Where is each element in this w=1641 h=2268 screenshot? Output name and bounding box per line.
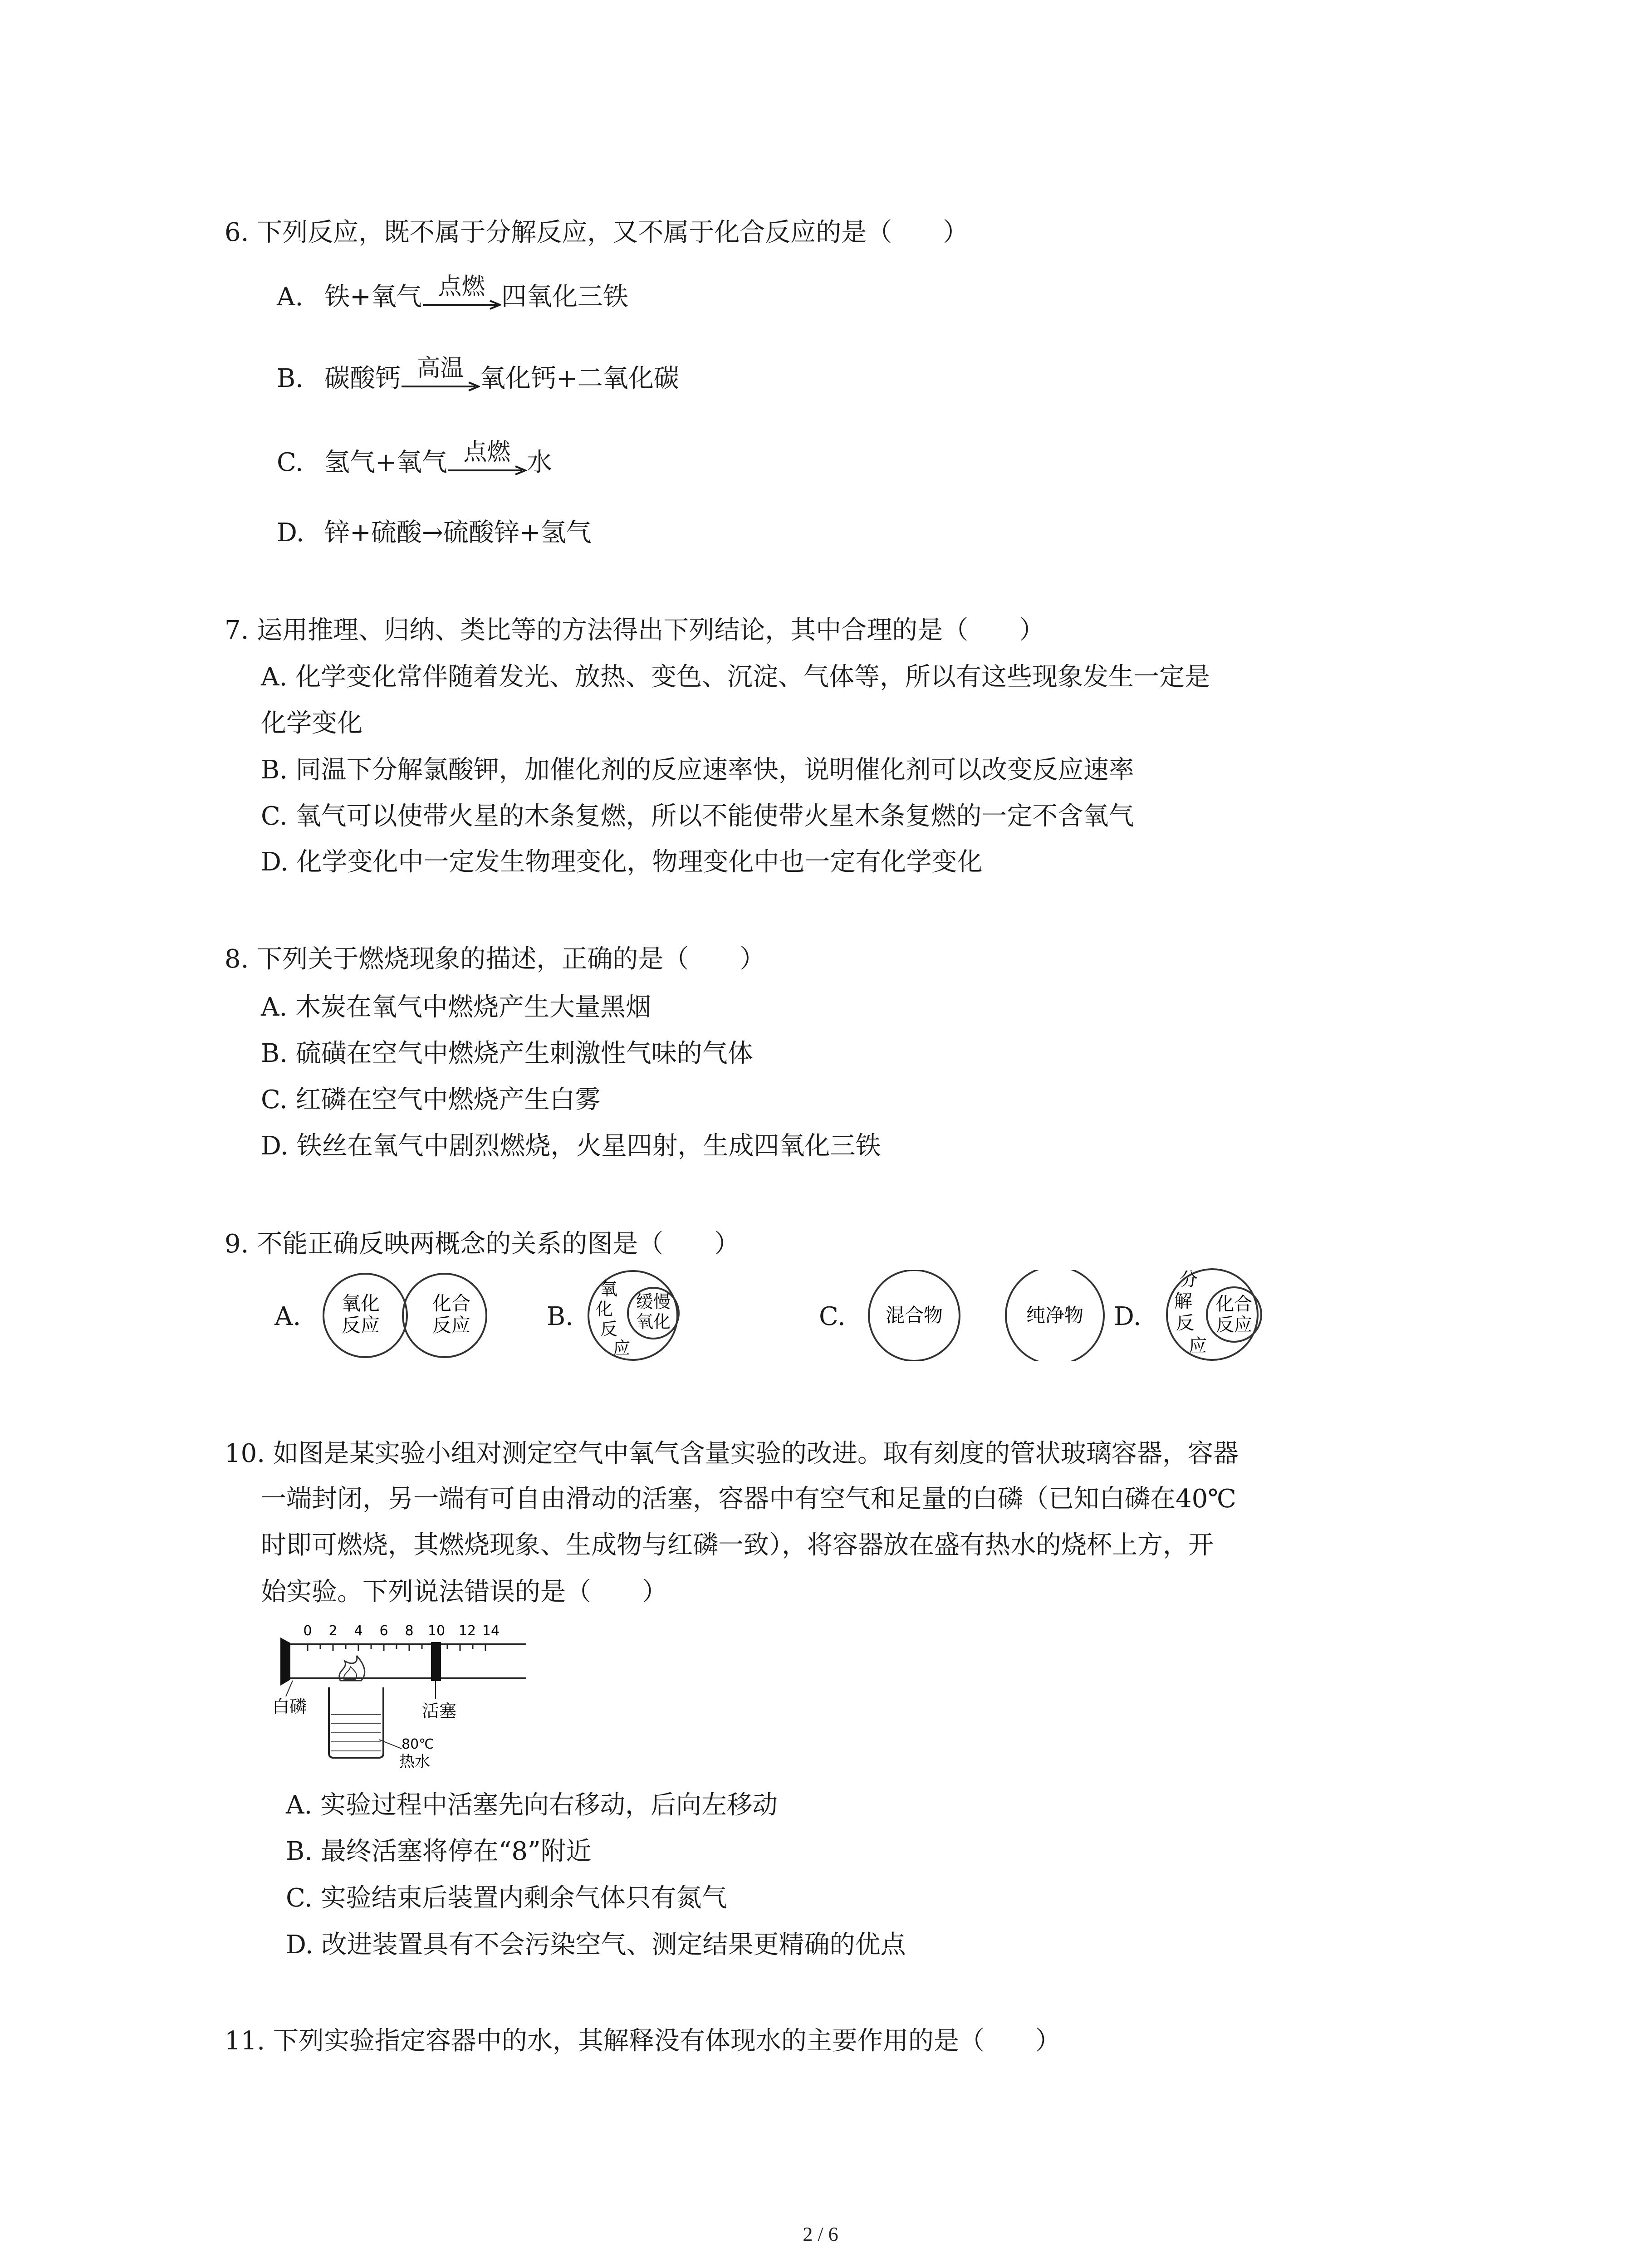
q9-label-b[interactable]: B. bbox=[547, 1302, 573, 1331]
diag-c-left: 混合物 bbox=[885, 1304, 943, 1326]
scale-2: 2 bbox=[328, 1623, 338, 1639]
reaction-condition: 高温 bbox=[416, 355, 464, 382]
option-label: A. bbox=[277, 282, 304, 312]
diag-d-outer-3: 反 bbox=[1176, 1313, 1194, 1334]
option-label: D. bbox=[277, 518, 304, 547]
q8-option-d[interactable]: D. 铁丝在氧气中剧烈燃烧，火星四射，生成四氧化三铁 bbox=[261, 1131, 881, 1161]
q10-stem-line-1: 10. 如图是某实验小组对测定空气中氧气含量实验的改进。取有刻度的管状玻璃容器，容器 bbox=[225, 1439, 1239, 1468]
q9-label-a[interactable]: A. bbox=[274, 1302, 301, 1331]
scale-10: 10 bbox=[427, 1623, 446, 1639]
q10-option-c[interactable]: C. 实验结束后装置内剩余气体只有氮气 bbox=[286, 1883, 727, 1913]
reaction-condition: 点燃 bbox=[463, 439, 511, 466]
diag-a-right-2: 反应 bbox=[432, 1314, 471, 1336]
scale-4: 4 bbox=[354, 1623, 363, 1639]
q6-option-b[interactable] bbox=[277, 355, 679, 395]
q8-option-c[interactable]: C. 红磷在空气中燃烧产生白雾 bbox=[261, 1085, 601, 1114]
reaction-arrow bbox=[401, 355, 480, 395]
q6-option-a[interactable] bbox=[277, 273, 628, 313]
diag-c-right: 纯净物 bbox=[1026, 1304, 1084, 1326]
diag-d-outer-1: 分 bbox=[1180, 1269, 1198, 1290]
diag-d-outer-2: 解 bbox=[1174, 1291, 1192, 1312]
scale-6: 6 bbox=[379, 1623, 388, 1639]
q7-stem: 7. 运用推理、归纳、类比等的方法得出下列结论，其中合理的是（ ） bbox=[225, 616, 1045, 645]
page-number: 2 / 6 bbox=[803, 2223, 838, 2245]
diag-a-left-2: 反应 bbox=[341, 1314, 380, 1336]
option-label: B. bbox=[277, 364, 304, 393]
q7-option-d[interactable]: D. 化学变化中一定发生物理变化，物理变化中也一定有化学变化 bbox=[261, 847, 983, 877]
reaction-arrow bbox=[422, 273, 501, 313]
q7-option-a[interactable]: A. 化学变化常伴随着发光、放热、变色、沉淀、气体等，所以有这些现象发生一定是 bbox=[261, 662, 1210, 692]
label-temperature: 80℃ bbox=[402, 1736, 434, 1752]
q8-option-a[interactable]: A. 木炭在氧气中燃烧产生大量黑烟 bbox=[261, 992, 652, 1022]
reactants: 铁+氧气 bbox=[324, 282, 422, 312]
diag-b-outer-2: 化 bbox=[595, 1299, 613, 1319]
reactants: 碳酸钙 bbox=[324, 364, 401, 393]
q6-stem: 6. 下列反应，既不属于分解反应，又不属于化合反应的是（ ） bbox=[225, 218, 969, 247]
products: 水 bbox=[526, 448, 552, 477]
q8-stem: 8. 下列关于燃烧现象的描述，正确的是（ ） bbox=[225, 944, 765, 974]
scale-0: 0 bbox=[303, 1623, 312, 1639]
diag-a-left-1: 氧化 bbox=[341, 1292, 380, 1315]
q9-label-d[interactable]: D. bbox=[1114, 1302, 1141, 1331]
q6-option-c[interactable] bbox=[277, 439, 552, 479]
option-label: C. bbox=[277, 448, 304, 477]
q7-option-c[interactable]: C. 氧气可以使带火星的木条复燃，所以不能使带火星木条复燃的一定不含氧气 bbox=[261, 802, 1134, 831]
venn-diagram-c bbox=[864, 1270, 1109, 1361]
scale-8: 8 bbox=[405, 1623, 414, 1639]
label-hot-water: 热水 bbox=[399, 1753, 430, 1771]
products: 四氧化三铁 bbox=[501, 282, 628, 312]
reactants: 氢气+氧气 bbox=[324, 448, 447, 477]
q9-stem: 9. 不能正确反映两概念的关系的图是（ ） bbox=[225, 1229, 740, 1259]
diag-a-right-1: 化合 bbox=[432, 1292, 471, 1315]
scale-12: 12 bbox=[458, 1623, 476, 1639]
q7-option-b[interactable]: B. 同温下分解氯酸钾，加催化剂的反应速率快，说明催化剂可以改变反应速率 bbox=[261, 755, 1134, 785]
diag-b-outer-1: 氧 bbox=[600, 1279, 618, 1299]
q10-stem-line-3: 时即可燃烧，其燃烧现象、生成物与红磷一致），将容器放在盛有热水的烧杯上方，开 bbox=[261, 1530, 1214, 1560]
label-white-phosphorus: 白磷 bbox=[272, 1696, 307, 1716]
diag-b-outer-3: 反 bbox=[600, 1319, 618, 1339]
q9-label-c[interactable]: C. bbox=[819, 1302, 846, 1331]
apparatus-diagram bbox=[272, 1619, 544, 1783]
q10-option-d[interactable]: D. 改进装置具有不会污染空气、测定结果更精确的优点 bbox=[286, 1930, 906, 1960]
option-text: 锌+硫酸→硫酸锌+氢气 bbox=[324, 518, 592, 547]
q10-option-b[interactable]: B. 最终活塞将停在“8”附近 bbox=[286, 1837, 592, 1866]
products: 氧化钙+二氧化碳 bbox=[480, 364, 679, 393]
diag-b-inner-2: 氧化 bbox=[636, 1312, 671, 1332]
diag-d-inner-2: 反应 bbox=[1216, 1315, 1252, 1335]
q10-option-a[interactable]: A. 实验过程中活塞先向右移动，后向左移动 bbox=[286, 1790, 778, 1820]
diag-d-outer-4: 应 bbox=[1189, 1335, 1207, 1356]
diag-b-inner-1: 缓慢 bbox=[636, 1292, 671, 1312]
venn-diagram-a bbox=[318, 1270, 508, 1361]
venn-diagram-d bbox=[1161, 1266, 1279, 1363]
q10-stem-line-2: 一端封闭，另一端有可自由滑动的活塞，容器中有空气和足量的白磷（已知白磷在40℃ bbox=[261, 1484, 1236, 1514]
q7-option-a-cont: 化学变化 bbox=[261, 709, 362, 738]
q8-option-b[interactable]: B. 硫磺在空气中燃烧产生刺激性气味的气体 bbox=[261, 1039, 753, 1068]
q10-stem-line-4: 始实验。下列说法错误的是（ ） bbox=[261, 1577, 667, 1607]
q6-option-d[interactable] bbox=[277, 517, 592, 549]
diag-d-inner-1: 化合 bbox=[1216, 1294, 1252, 1315]
diag-b-outer-4: 应 bbox=[612, 1338, 631, 1358]
reaction-condition: 点燃 bbox=[438, 273, 485, 300]
venn-diagram-b bbox=[585, 1268, 703, 1363]
label-piston: 活塞 bbox=[422, 1701, 457, 1721]
scale-14: 14 bbox=[482, 1623, 500, 1639]
q11-stem: 11. 下列实验指定容器中的水，其解释没有体现水的主要作用的是（ ） bbox=[225, 2026, 1061, 2056]
reaction-arrow bbox=[447, 439, 527, 479]
